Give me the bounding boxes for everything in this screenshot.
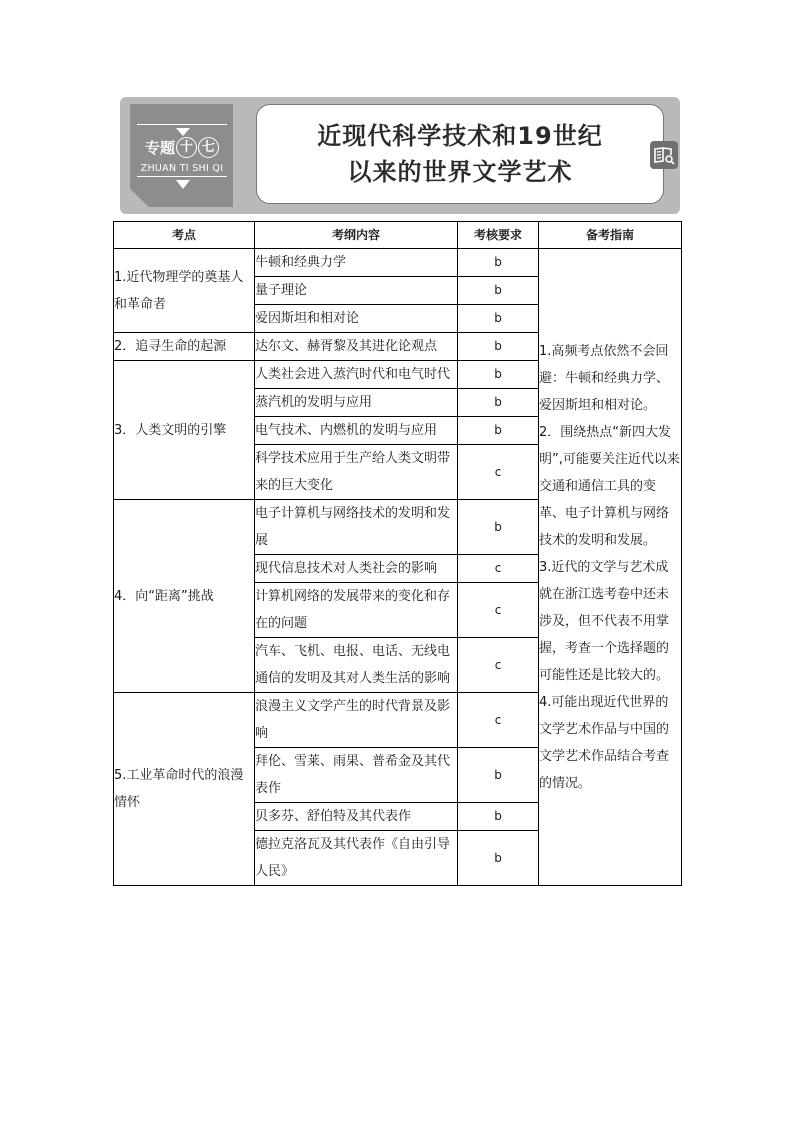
content-cell: 量子理论 [255,277,458,305]
header-guide: 备考指南 [539,222,682,249]
requirement-cell: b [458,831,539,886]
requirement-cell: b [458,803,539,831]
chapter-title-line-1: 近现代科学技术和19世纪 [317,122,603,150]
content-cell: 电气技术、内燃机的发明与应用 [255,417,458,445]
requirement-cell: b [458,305,539,333]
badge-arrow-top-icon [176,128,190,136]
chapter-title-box [256,104,664,204]
syllabus-table [113,221,682,886]
guide-point: 4.可能出现近代世界的文学艺术作品与中国的文学艺术作品结合考查的情况。 [539,694,670,791]
requirement-cell: b [458,333,539,361]
content-cell: 德拉克洛瓦及其代表作《自由引导人民》 [255,831,458,886]
content-cell: 牛顿和经典力学 [255,249,458,277]
topic-cell: 4．向“距离”挑战 [114,500,255,693]
guide-point: 3.近代的文学与艺术成就在浙江选考卷中还未涉及，但不代表不用掌握，考查一个选择题的可能性还是比较大的。 [539,559,670,683]
topic-cell: 3．人类文明的引擎 [114,361,255,500]
content-cell: 电子计算机与网络技术的发明和发展 [255,500,458,555]
content-cell: 浪漫主义文学产生的时代背景及影响 [255,693,458,748]
header-content: 考纲内容 [255,222,458,249]
badge-label [133,136,231,158]
table-row [114,249,682,277]
guide-point: 2．围绕热点“新四大发明”,可能要关注近代以来交通和通信工具的变革、电子计算机与网络技术的发明和发展。 [539,424,680,548]
requirement-cell: c [458,555,539,583]
requirement-cell: b [458,249,539,277]
content-cell: 计算机网络的发展带来的变化和存在的问题 [255,583,458,638]
badge-subtitle: ZHUAN TI SHI QI [140,163,224,174]
header-requirement: 考核要求 [458,222,539,249]
chapter-title-line-2: 以来的世界文学艺术 [347,158,573,186]
requirement-cell: b [458,748,539,803]
requirement-cell: c [458,693,539,748]
content-cell: 汽车、飞机、电报、电话、无线电通信的发明及其对人类生活的影响 [255,638,458,693]
header-topic: 考点 [114,222,255,249]
content-cell: 贝多芬、舒伯特及其代表作 [255,803,458,831]
content-cell: 蒸汽机的发明与应用 [255,389,458,417]
badge-number-seven: 七 [198,137,219,158]
content-cell: 爱因斯坦和相对论 [255,305,458,333]
topic-cell: 2．追寻生命的起源 [114,333,255,361]
requirement-cell: c [458,583,539,638]
badge-label-text: 专题 [144,138,175,157]
content-cell: 达尔文、赫胥黎及其进化论观点 [255,333,458,361]
requirement-cell: b [458,417,539,445]
requirement-cell: b [458,277,539,305]
content-cell: 拜伦、雪莱、雨果、普希金及其代表作 [255,748,458,803]
content-cell: 人类社会进入蒸汽时代和电气时代 [255,361,458,389]
requirement-cell: c [458,638,539,693]
badge-divider-top [137,124,227,125]
badge-number-ten: 十 [176,137,197,158]
book-search-icon [650,141,678,169]
topic-cell: 5.工业革命时代的浪漫情怀 [114,693,255,886]
requirement-cell: b [458,389,539,417]
badge-arrow-bottom-icon [176,180,190,189]
requirement-cell: b [458,361,539,389]
badge-divider-bottom [137,176,227,177]
requirement-cell: c [458,445,539,500]
guide-point: 1.高频考点依然不会回避：牛顿和经典力学、爱因斯坦和相对论。 [539,343,670,413]
table-header-row [114,222,682,249]
topic-cell: 1.近代物理学的奠基人和革命者 [114,249,255,333]
content-cell: 科学技术应用于生产给人类文明带来的巨大变化 [255,445,458,500]
content-cell: 现代信息技术对人类社会的影响 [255,555,458,583]
requirement-cell: b [458,500,539,555]
guide-cell [539,249,682,886]
